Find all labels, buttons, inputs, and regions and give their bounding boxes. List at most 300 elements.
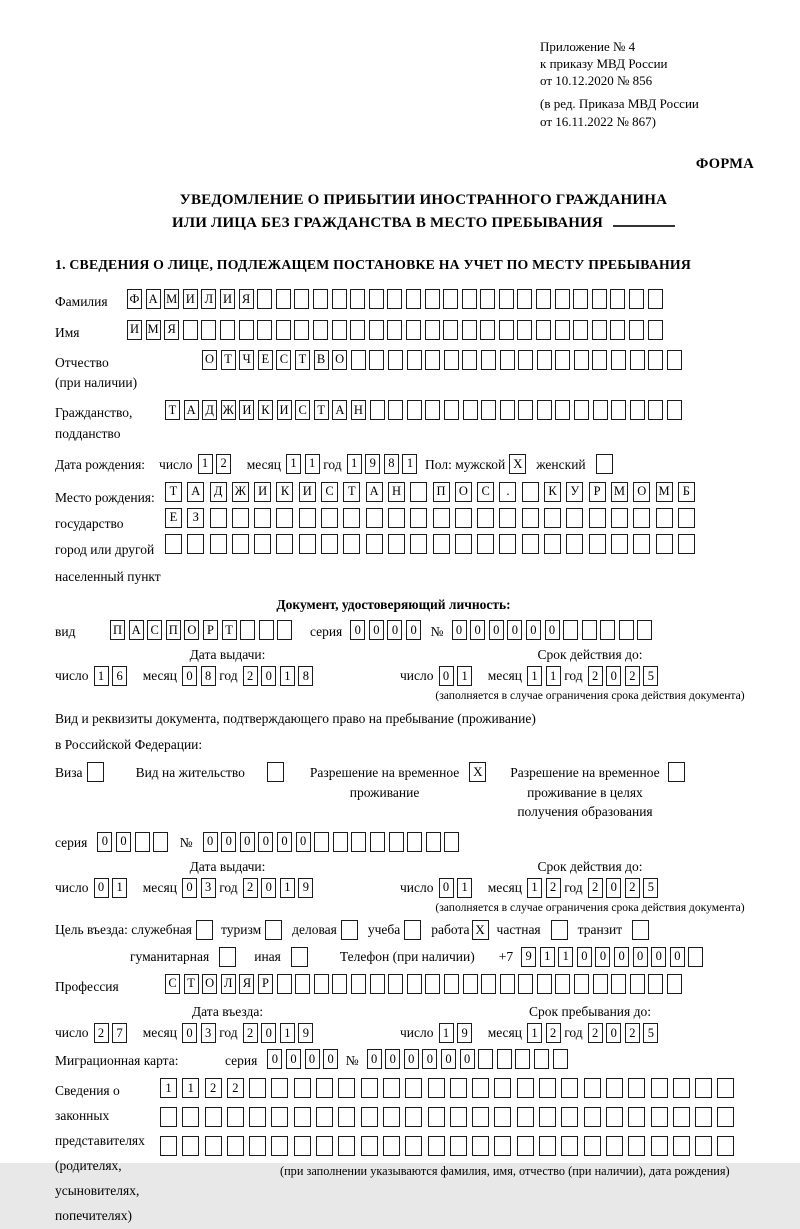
char-cell[interactable] (695, 1136, 712, 1156)
char-cell[interactable] (472, 1078, 489, 1098)
char-cell[interactable] (555, 974, 570, 994)
char-cell[interactable] (410, 508, 427, 528)
char-cell[interactable] (544, 508, 561, 528)
purpose-transit-checkbox[interactable] (632, 920, 649, 940)
char-cell[interactable]: 0 (258, 832, 273, 852)
char-cell[interactable]: А (184, 400, 199, 420)
char-cell[interactable] (254, 534, 271, 554)
char-cell[interactable]: 0 (577, 947, 592, 967)
char-cell[interactable]: О (202, 350, 217, 370)
char-cell[interactable] (220, 320, 235, 340)
char-cell[interactable] (611, 508, 628, 528)
char-cell[interactable] (518, 350, 533, 370)
char-cell[interactable]: 0 (670, 947, 685, 967)
char-cell[interactable] (584, 1078, 601, 1098)
char-cell[interactable] (205, 1136, 222, 1156)
char-cell[interactable] (313, 289, 328, 309)
char-cell[interactable] (561, 1078, 578, 1098)
char-cell[interactable] (425, 289, 440, 309)
char-cell[interactable]: 1 (527, 878, 542, 898)
char-cell[interactable] (294, 1136, 311, 1156)
char-cell[interactable]: 0 (439, 666, 454, 686)
char-cell[interactable]: О (455, 482, 472, 502)
char-cell[interactable] (500, 400, 515, 420)
residence-permit-checkbox[interactable] (267, 762, 284, 782)
char-cell[interactable]: 0 (182, 666, 197, 686)
char-cell[interactable] (555, 289, 570, 309)
char-cell[interactable] (294, 289, 309, 309)
char-cell[interactable] (350, 320, 365, 340)
char-cell[interactable] (366, 508, 383, 528)
char-cell[interactable] (455, 508, 472, 528)
char-cell[interactable] (651, 1078, 668, 1098)
char-cell[interactable] (182, 1136, 199, 1156)
char-cell[interactable] (472, 1107, 489, 1127)
char-cell[interactable] (455, 534, 472, 554)
char-cell[interactable]: 5 (643, 666, 658, 686)
char-cell[interactable] (463, 974, 478, 994)
char-cell[interactable]: 9 (298, 1023, 313, 1043)
char-cell[interactable] (537, 400, 552, 420)
char-cell[interactable] (444, 350, 459, 370)
char-cell[interactable] (553, 1049, 568, 1069)
char-cell[interactable]: К (258, 400, 273, 420)
char-cell[interactable] (249, 1107, 266, 1127)
char-cell[interactable] (651, 1136, 668, 1156)
char-cell[interactable] (648, 974, 663, 994)
char-cell[interactable]: 1 (402, 454, 417, 474)
char-cell[interactable] (210, 534, 227, 554)
char-cell[interactable] (477, 508, 494, 528)
char-cell[interactable] (611, 534, 628, 554)
char-cell[interactable] (333, 832, 348, 852)
char-cell[interactable] (428, 1107, 445, 1127)
char-cell[interactable]: А (187, 482, 204, 502)
char-cell[interactable] (313, 320, 328, 340)
char-cell[interactable] (522, 482, 539, 502)
char-cell[interactable] (678, 508, 695, 528)
char-cell[interactable] (717, 1136, 734, 1156)
gender-female-checkbox[interactable] (596, 454, 613, 474)
char-cell[interactable]: И (220, 289, 235, 309)
char-cell[interactable]: К (276, 482, 293, 502)
char-cell[interactable] (518, 400, 533, 420)
char-cell[interactable] (205, 1107, 222, 1127)
char-cell[interactable] (582, 620, 597, 640)
char-cell[interactable] (383, 1136, 400, 1156)
char-cell[interactable] (648, 320, 663, 340)
char-cell[interactable] (629, 320, 644, 340)
char-cell[interactable] (481, 400, 496, 420)
char-cell[interactable]: О (633, 482, 650, 502)
char-cell[interactable]: О (202, 974, 217, 994)
char-cell[interactable]: 0 (507, 620, 522, 640)
char-cell[interactable] (351, 350, 366, 370)
char-cell[interactable] (425, 974, 440, 994)
char-cell[interactable]: Т (184, 974, 199, 994)
char-cell[interactable] (369, 350, 384, 370)
char-cell[interactable]: 0 (240, 832, 255, 852)
char-cell[interactable] (606, 1107, 623, 1127)
char-cell[interactable]: Я (164, 320, 179, 340)
char-cell[interactable]: Т (165, 482, 182, 502)
char-cell[interactable] (630, 350, 645, 370)
char-cell[interactable] (227, 1136, 244, 1156)
char-cell[interactable] (227, 1107, 244, 1127)
char-cell[interactable]: И (277, 400, 292, 420)
char-cell[interactable]: 8 (201, 666, 216, 686)
char-cell[interactable]: 0 (116, 832, 131, 852)
char-cell[interactable]: Т (221, 350, 236, 370)
char-cell[interactable]: Т (343, 482, 360, 502)
char-cell[interactable]: 2 (625, 1023, 640, 1043)
char-cell[interactable] (160, 1107, 177, 1127)
char-cell[interactable] (462, 289, 477, 309)
char-cell[interactable] (628, 1078, 645, 1098)
char-cell[interactable]: 0 (261, 666, 276, 686)
char-cell[interactable] (361, 1107, 378, 1127)
char-cell[interactable] (606, 1078, 623, 1098)
char-cell[interactable]: Д (202, 400, 217, 420)
char-cell[interactable] (673, 1107, 690, 1127)
char-cell[interactable]: 0 (606, 1023, 621, 1043)
char-cell[interactable] (611, 400, 626, 420)
char-cell[interactable]: П (433, 482, 450, 502)
char-cell[interactable]: 2 (94, 1023, 109, 1043)
char-cell[interactable]: 1 (94, 666, 109, 686)
char-cell[interactable]: Я (239, 974, 254, 994)
char-cell[interactable]: Ф (127, 289, 142, 309)
char-cell[interactable] (153, 832, 168, 852)
char-cell[interactable]: 3 (201, 1023, 216, 1043)
char-cell[interactable]: 0 (277, 832, 292, 852)
char-cell[interactable] (648, 350, 663, 370)
char-cell[interactable]: 1 (182, 1078, 199, 1098)
char-cell[interactable] (517, 320, 532, 340)
purpose-work-checkbox[interactable]: X (472, 920, 489, 940)
char-cell[interactable] (388, 974, 403, 994)
char-cell[interactable]: 1 (439, 1023, 454, 1043)
char-cell[interactable]: Т (295, 350, 310, 370)
char-cell[interactable] (433, 508, 450, 528)
char-cell[interactable]: 1 (160, 1078, 177, 1098)
char-cell[interactable] (450, 1107, 467, 1127)
char-cell[interactable] (426, 832, 441, 852)
char-cell[interactable] (481, 974, 496, 994)
char-cell[interactable]: 2 (227, 1078, 244, 1098)
char-cell[interactable] (606, 1136, 623, 1156)
char-cell[interactable]: Б (678, 482, 695, 502)
char-cell[interactable]: 5 (643, 878, 658, 898)
char-cell[interactable] (494, 1136, 511, 1156)
char-cell[interactable] (294, 1078, 311, 1098)
char-cell[interactable]: 1 (527, 666, 542, 686)
char-cell[interactable] (667, 974, 682, 994)
char-cell[interactable] (210, 508, 227, 528)
char-cell[interactable] (201, 320, 216, 340)
char-cell[interactable] (480, 320, 495, 340)
char-cell[interactable]: 0 (406, 620, 421, 640)
char-cell[interactable] (478, 1049, 493, 1069)
char-cell[interactable]: 2 (243, 1023, 258, 1043)
char-cell[interactable]: 8 (384, 454, 399, 474)
char-cell[interactable]: 9 (365, 454, 380, 474)
char-cell[interactable] (383, 1078, 400, 1098)
char-cell[interactable] (499, 289, 514, 309)
char-cell[interactable] (183, 320, 198, 340)
char-cell[interactable]: 7 (112, 1023, 127, 1043)
char-cell[interactable] (276, 289, 291, 309)
char-cell[interactable] (425, 350, 440, 370)
char-cell[interactable] (544, 534, 561, 554)
char-cell[interactable] (600, 620, 615, 640)
char-cell[interactable] (332, 320, 347, 340)
purpose-business-checkbox[interactable] (341, 920, 358, 940)
char-cell[interactable] (619, 620, 634, 640)
char-cell[interactable]: 0 (651, 947, 666, 967)
char-cell[interactable] (472, 1136, 489, 1156)
char-cell[interactable] (656, 508, 673, 528)
char-cell[interactable] (257, 320, 272, 340)
char-cell[interactable] (405, 1107, 422, 1127)
char-cell[interactable] (517, 289, 532, 309)
char-cell[interactable]: С (295, 400, 310, 420)
char-cell[interactable] (314, 832, 329, 852)
char-cell[interactable] (463, 400, 478, 420)
char-cell[interactable] (517, 1136, 534, 1156)
char-cell[interactable]: 0 (526, 620, 541, 640)
char-cell[interactable]: М (611, 482, 628, 502)
temp-residence-edu-checkbox[interactable] (668, 762, 685, 782)
char-cell[interactable] (593, 974, 608, 994)
purpose-private-checkbox[interactable] (551, 920, 568, 940)
char-cell[interactable] (667, 350, 682, 370)
char-cell[interactable] (628, 1136, 645, 1156)
char-cell[interactable] (361, 1136, 378, 1156)
char-cell[interactable]: 1 (540, 947, 555, 967)
char-cell[interactable] (499, 508, 516, 528)
char-cell[interactable] (343, 508, 360, 528)
char-cell[interactable]: П (110, 620, 125, 640)
char-cell[interactable]: 2 (205, 1078, 222, 1098)
char-cell[interactable] (499, 320, 514, 340)
char-cell[interactable]: 1 (546, 666, 561, 686)
char-cell[interactable]: Л (201, 289, 216, 309)
char-cell[interactable]: Н (351, 400, 366, 420)
char-cell[interactable] (717, 1107, 734, 1127)
char-cell[interactable]: 5 (643, 1023, 658, 1043)
char-cell[interactable] (563, 620, 578, 640)
char-cell[interactable] (656, 534, 673, 554)
char-cell[interactable]: 0 (441, 1049, 456, 1069)
char-cell[interactable] (249, 1078, 266, 1098)
char-cell[interactable] (611, 350, 626, 370)
char-cell[interactable] (584, 1107, 601, 1127)
char-cell[interactable] (388, 534, 405, 554)
char-cell[interactable] (462, 350, 477, 370)
char-cell[interactable]: Т (314, 400, 329, 420)
char-cell[interactable]: С (147, 620, 162, 640)
char-cell[interactable]: М (656, 482, 673, 502)
char-cell[interactable] (182, 1107, 199, 1127)
char-cell[interactable]: 0 (261, 878, 276, 898)
char-cell[interactable]: А (129, 620, 144, 640)
char-cell[interactable]: 1 (286, 454, 301, 474)
char-cell[interactable]: Я (239, 289, 254, 309)
char-cell[interactable]: Р (589, 482, 606, 502)
char-cell[interactable] (633, 508, 650, 528)
char-cell[interactable] (539, 1136, 556, 1156)
char-cell[interactable]: 1 (280, 666, 295, 686)
char-cell[interactable] (611, 974, 626, 994)
char-cell[interactable] (450, 1078, 467, 1098)
char-cell[interactable] (522, 534, 539, 554)
char-cell[interactable] (314, 974, 329, 994)
char-cell[interactable]: И (239, 400, 254, 420)
char-cell[interactable] (240, 620, 255, 640)
char-cell[interactable] (370, 832, 385, 852)
char-cell[interactable] (678, 534, 695, 554)
char-cell[interactable] (259, 620, 274, 640)
char-cell[interactable]: Т (165, 400, 180, 420)
char-cell[interactable] (589, 508, 606, 528)
char-cell[interactable]: 2 (588, 666, 603, 686)
char-cell[interactable] (717, 1078, 734, 1098)
char-cell[interactable]: Л (221, 974, 236, 994)
char-cell[interactable] (673, 1078, 690, 1098)
char-cell[interactable] (294, 320, 309, 340)
char-cell[interactable] (407, 400, 422, 420)
char-cell[interactable]: 0 (422, 1049, 437, 1069)
char-cell[interactable] (388, 350, 403, 370)
char-cell[interactable] (536, 320, 551, 340)
char-cell[interactable] (443, 289, 458, 309)
char-cell[interactable]: М (164, 289, 179, 309)
char-cell[interactable] (695, 1078, 712, 1098)
char-cell[interactable] (610, 289, 625, 309)
char-cell[interactable] (407, 832, 422, 852)
char-cell[interactable]: 1 (305, 454, 320, 474)
char-cell[interactable] (518, 974, 533, 994)
char-cell[interactable] (534, 1049, 549, 1069)
char-cell[interactable] (160, 1136, 177, 1156)
char-cell[interactable] (405, 1136, 422, 1156)
char-cell[interactable] (428, 1078, 445, 1098)
char-cell[interactable]: И (254, 482, 271, 502)
char-cell[interactable]: 0 (221, 832, 236, 852)
char-cell[interactable] (667, 400, 682, 420)
char-cell[interactable] (232, 534, 249, 554)
char-cell[interactable]: 0 (367, 1049, 382, 1069)
char-cell[interactable]: П (166, 620, 181, 640)
char-cell[interactable] (405, 1078, 422, 1098)
char-cell[interactable] (648, 400, 663, 420)
char-cell[interactable]: Ж (232, 482, 249, 502)
char-cell[interactable] (277, 620, 292, 640)
char-cell[interactable] (369, 289, 384, 309)
char-cell[interactable] (406, 289, 421, 309)
char-cell[interactable] (338, 1078, 355, 1098)
char-cell[interactable]: 9 (457, 1023, 472, 1043)
char-cell[interactable]: 0 (97, 832, 112, 852)
char-cell[interactable] (366, 534, 383, 554)
purpose-official-checkbox[interactable] (196, 920, 213, 940)
char-cell[interactable]: И (127, 320, 142, 340)
char-cell[interactable]: 0 (350, 620, 365, 640)
char-cell[interactable] (370, 974, 385, 994)
char-cell[interactable] (444, 400, 459, 420)
char-cell[interactable]: С (321, 482, 338, 502)
char-cell[interactable] (688, 947, 703, 967)
char-cell[interactable] (517, 1078, 534, 1098)
char-cell[interactable]: О (332, 350, 347, 370)
char-cell[interactable] (592, 289, 607, 309)
char-cell[interactable] (637, 620, 652, 640)
char-cell[interactable] (276, 320, 291, 340)
char-cell[interactable] (316, 1078, 333, 1098)
char-cell[interactable] (407, 974, 422, 994)
char-cell[interactable] (254, 508, 271, 528)
char-cell[interactable] (351, 974, 366, 994)
char-cell[interactable] (537, 974, 552, 994)
char-cell[interactable]: 2 (243, 666, 258, 686)
char-cell[interactable] (499, 534, 516, 554)
char-cell[interactable] (651, 1107, 668, 1127)
char-cell[interactable] (276, 534, 293, 554)
char-cell[interactable]: Ч (239, 350, 254, 370)
char-cell[interactable]: 2 (546, 878, 561, 898)
char-cell[interactable] (480, 289, 495, 309)
char-cell[interactable] (387, 320, 402, 340)
char-cell[interactable] (481, 350, 496, 370)
char-cell[interactable] (500, 974, 515, 994)
char-cell[interactable] (295, 974, 310, 994)
char-cell[interactable] (593, 400, 608, 420)
char-cell[interactable]: Р (258, 974, 273, 994)
char-cell[interactable]: . (499, 482, 516, 502)
char-cell[interactable]: 0 (545, 620, 560, 640)
char-cell[interactable] (555, 320, 570, 340)
char-cell[interactable]: 0 (404, 1049, 419, 1069)
char-cell[interactable]: 1 (457, 878, 472, 898)
char-cell[interactable]: А (332, 400, 347, 420)
char-cell[interactable] (389, 832, 404, 852)
char-cell[interactable]: И (299, 482, 316, 502)
char-cell[interactable] (433, 534, 450, 554)
char-cell[interactable]: Ж (221, 400, 236, 420)
char-cell[interactable] (388, 508, 405, 528)
char-cell[interactable] (257, 289, 272, 309)
char-cell[interactable] (410, 534, 427, 554)
char-cell[interactable] (332, 289, 347, 309)
char-cell[interactable] (673, 1136, 690, 1156)
char-cell[interactable]: З (187, 508, 204, 528)
char-cell[interactable] (555, 400, 570, 420)
char-cell[interactable] (566, 508, 583, 528)
char-cell[interactable] (648, 289, 663, 309)
char-cell[interactable] (338, 1136, 355, 1156)
char-cell[interactable] (555, 350, 570, 370)
char-cell[interactable] (370, 400, 385, 420)
char-cell[interactable]: 9 (521, 947, 536, 967)
char-cell[interactable]: В (314, 350, 329, 370)
char-cell[interactable]: 0 (470, 620, 485, 640)
char-cell[interactable]: 0 (489, 620, 504, 640)
char-cell[interactable] (628, 1107, 645, 1127)
char-cell[interactable]: 0 (595, 947, 610, 967)
char-cell[interactable]: Т (222, 620, 237, 640)
char-cell[interactable] (271, 1078, 288, 1098)
